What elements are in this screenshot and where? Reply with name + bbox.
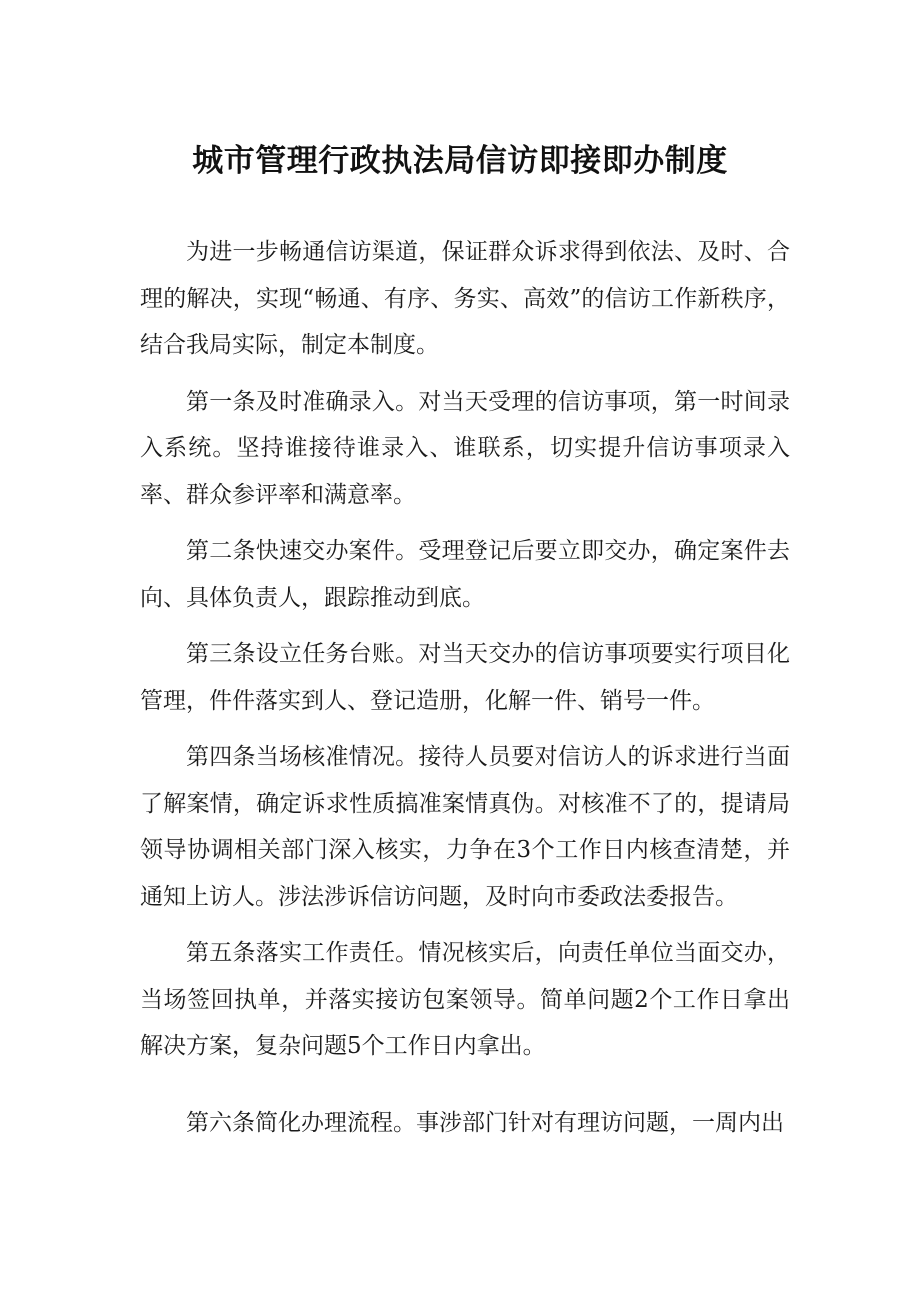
paragraph-article-4: 第四条当场核准情况。接待人员要对信访人的诉求进行当面了解案情，确定诉求性质搞准案情真伪。对核准不了的，提请局领导协调相关部门深入核实，力争在3个工作日内核查清楚，并通知上访人。涉法涉诉信访问题，及时向市委政法委报告。 — [140, 744, 790, 910]
paragraph-article-6: 第六条简化办理流程。事涉部门针对有理访问题，一周内出 — [186, 1109, 784, 1136]
paragraph-article-1: 第一条及时准确录入。对当天受理的信访事项，第一时间录入系统。坚持谁接待谁录入、谁联系，切实提升信访事项录入率、群众参评率和满意率。 — [140, 388, 790, 508]
paragraph-article-5: 第五条落实工作责任。情况核实后，向责任单位当面交办，当场签回执单，并落实接访包案领导。简单问题2个工作日拿出解决方案，复杂问题5个工作日内拿出。 — [140, 940, 790, 1059]
paragraph-intro: 为进一步畅通信访渠道，保证群众诉求得到依法、及时、合理的解决，实现“畅通、有序、务实、高效”的信访工作新秩序，结合我局实际，制定本制度。 — [140, 239, 790, 358]
document-title: 城市管理行政执法局信访即接即办制度 — [192, 143, 728, 179]
document-body — [140, 229, 790, 1156]
paragraph-article-3: 第三条设立任务台账。对当天交办的信访事项要实行项目化管理，件件落实到人、登记造册，化解一件、销号一件。 — [140, 641, 790, 714]
paragraph-article-2: 第二条快速交办案件。受理登记后要立即交办，确定案件去向、具体负责人，跟踪推动到底。 — [140, 538, 790, 611]
